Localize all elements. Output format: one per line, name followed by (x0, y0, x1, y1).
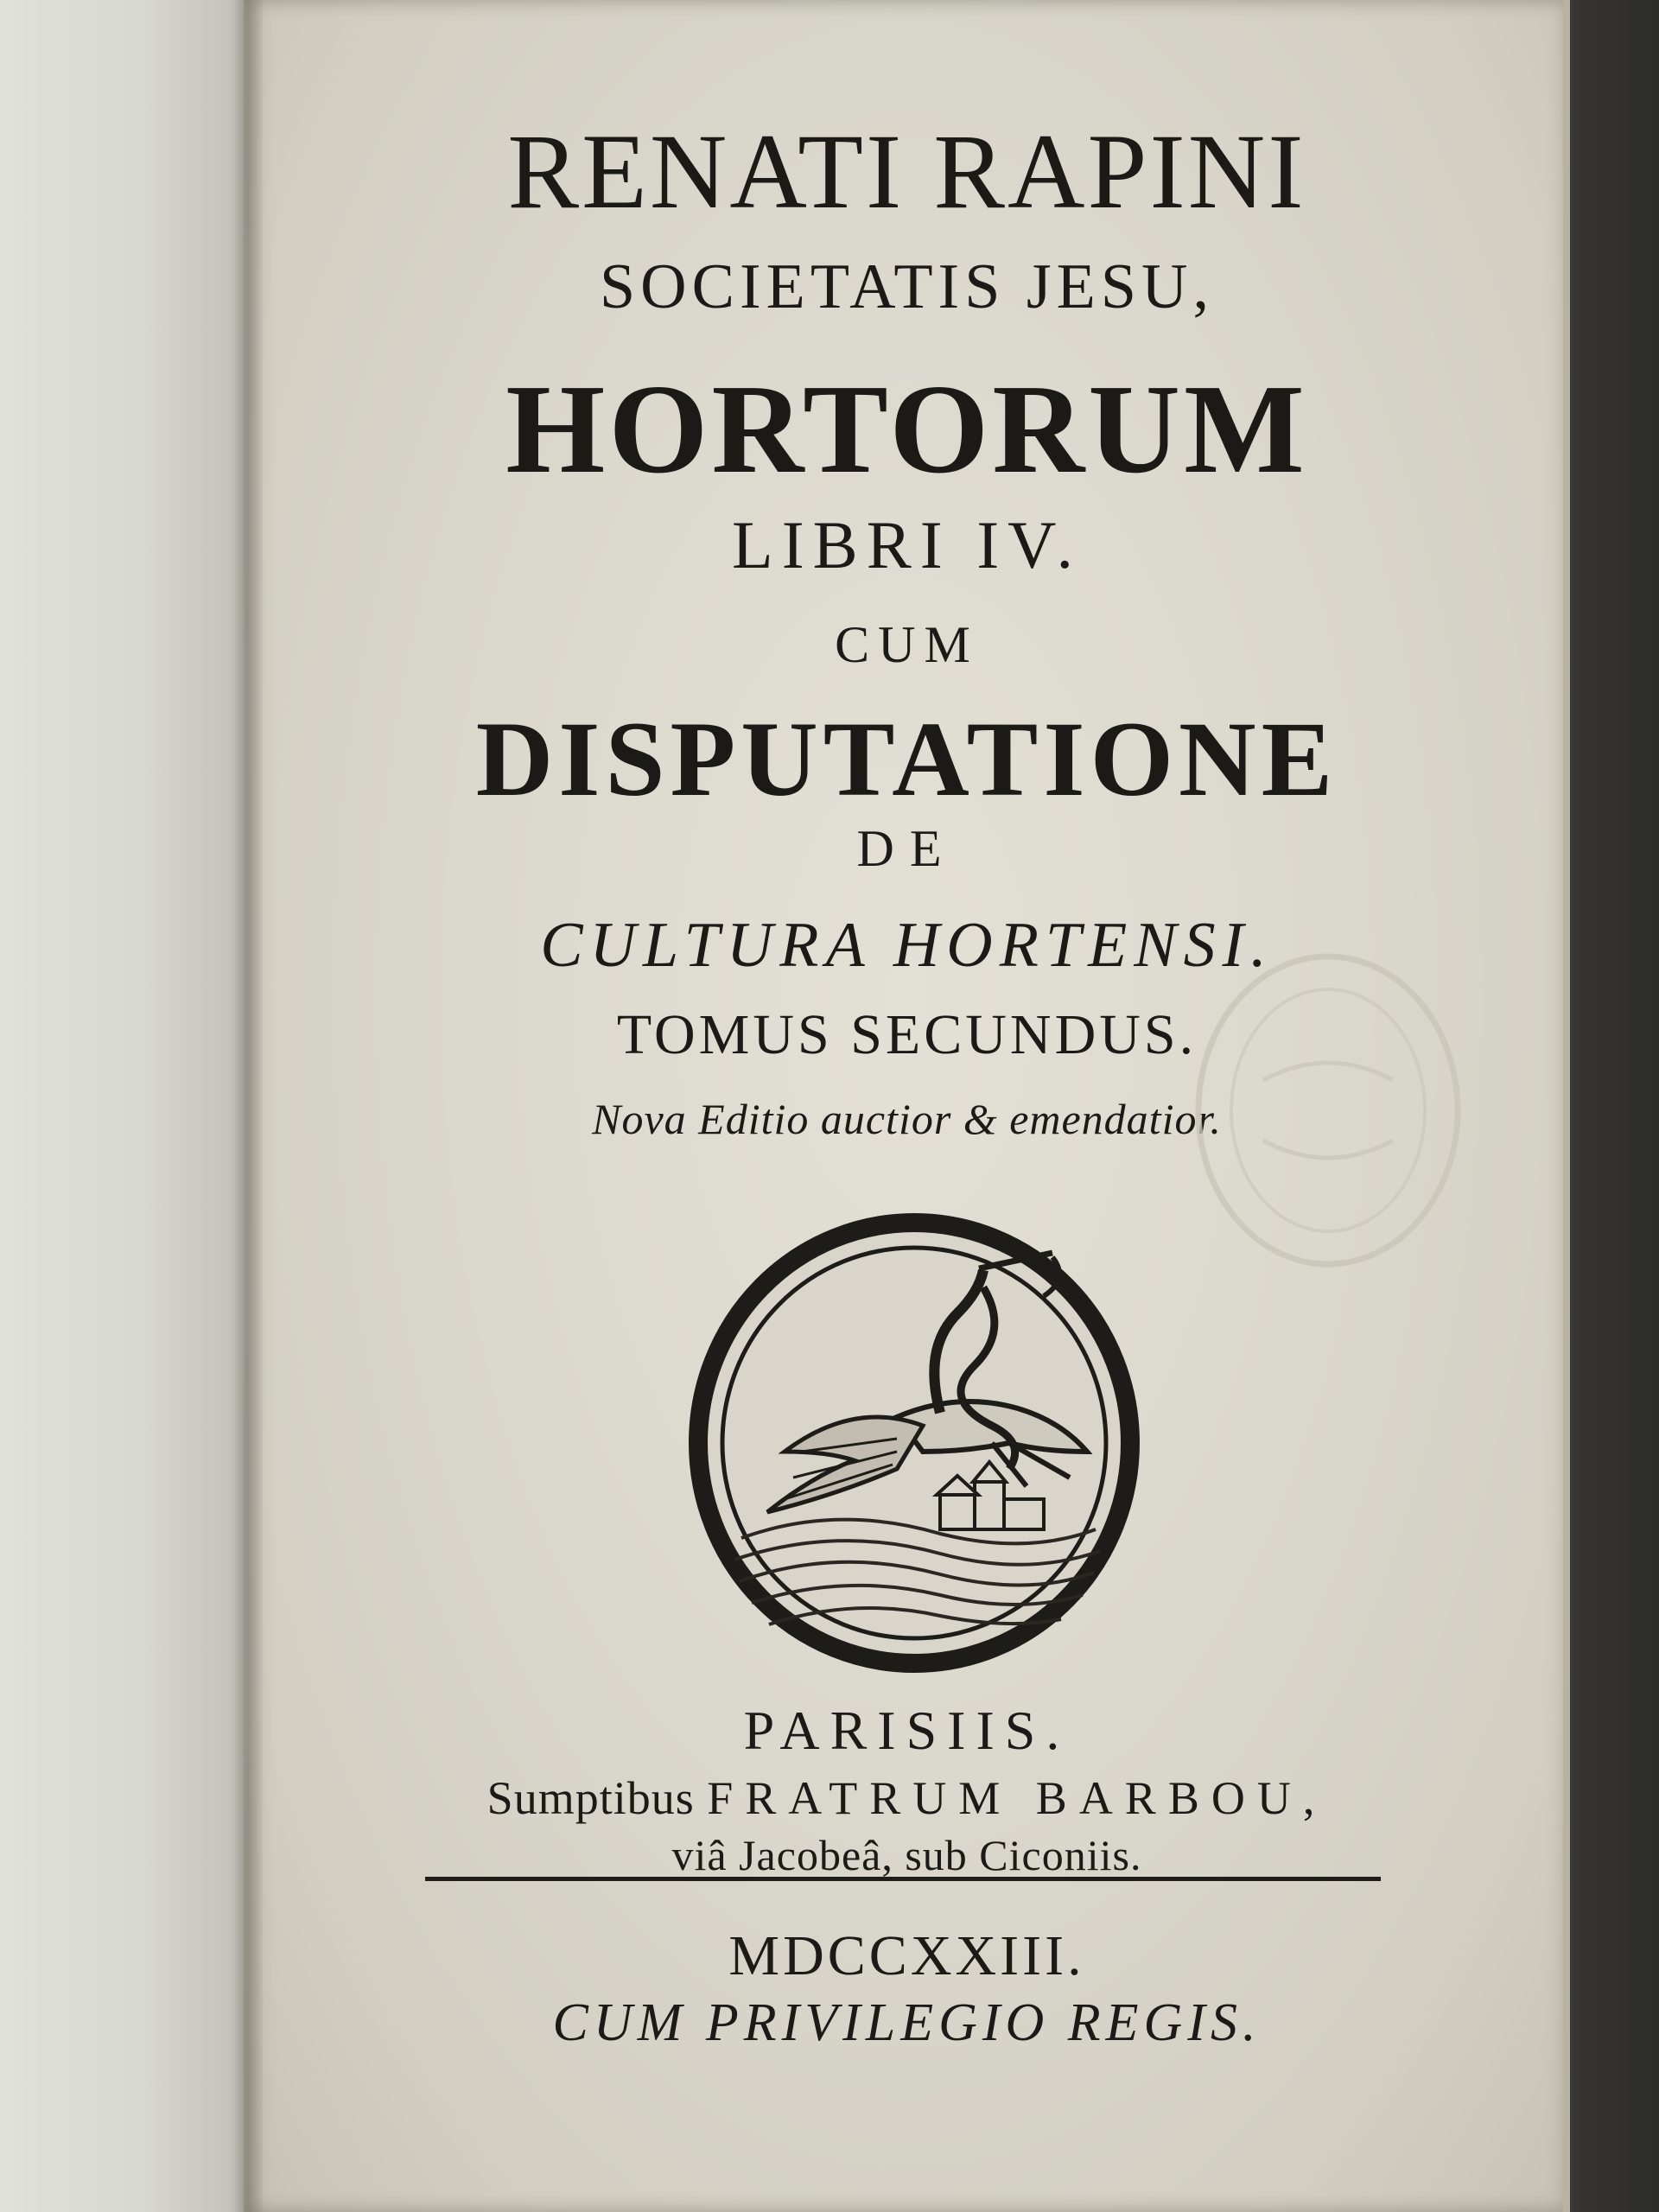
subject-line: CULTURA HORTENSI. (540, 910, 1274, 981)
with-line: CUM (835, 616, 979, 673)
year-line: MDCCXXIII. (728, 1924, 1085, 1987)
privilege-line: CUM PRIVILEGIO REGIS. (552, 1993, 1262, 2052)
of-line: DE (856, 820, 957, 877)
publisher-prefix: Sumptibus (486, 1772, 695, 1824)
work-title: HORTORUM (505, 359, 1308, 500)
author-line: RENATI RAPINI (507, 112, 1306, 231)
horizontal-rule (425, 1877, 1381, 1881)
printers-device-icon (681, 1192, 1147, 1676)
order-line: SOCIETATIS JESU, (600, 251, 1214, 322)
publisher-line (244, 1771, 1570, 1825)
address-line: viâ Jacobeâ, sub Ciconiis. (671, 1831, 1142, 1879)
title-page (244, 0, 1570, 2212)
left-endpaper (0, 0, 259, 2212)
edition-line: Nova Editio auctior & emendatior. (592, 1095, 1222, 1143)
volume-line: TOMUS SECUNDUS. (616, 1003, 1198, 1066)
city-line: PARISIIS. (743, 1700, 1071, 1761)
library-stamp-icon (1160, 942, 1497, 1279)
publisher-name: FRATRUM BARBOU, (707, 1772, 1327, 1824)
gutter-shadow (233, 0, 263, 2212)
books-line: LIBRI IV. (732, 507, 1082, 582)
disputation-line: DISPUTATIONE (475, 700, 1338, 818)
